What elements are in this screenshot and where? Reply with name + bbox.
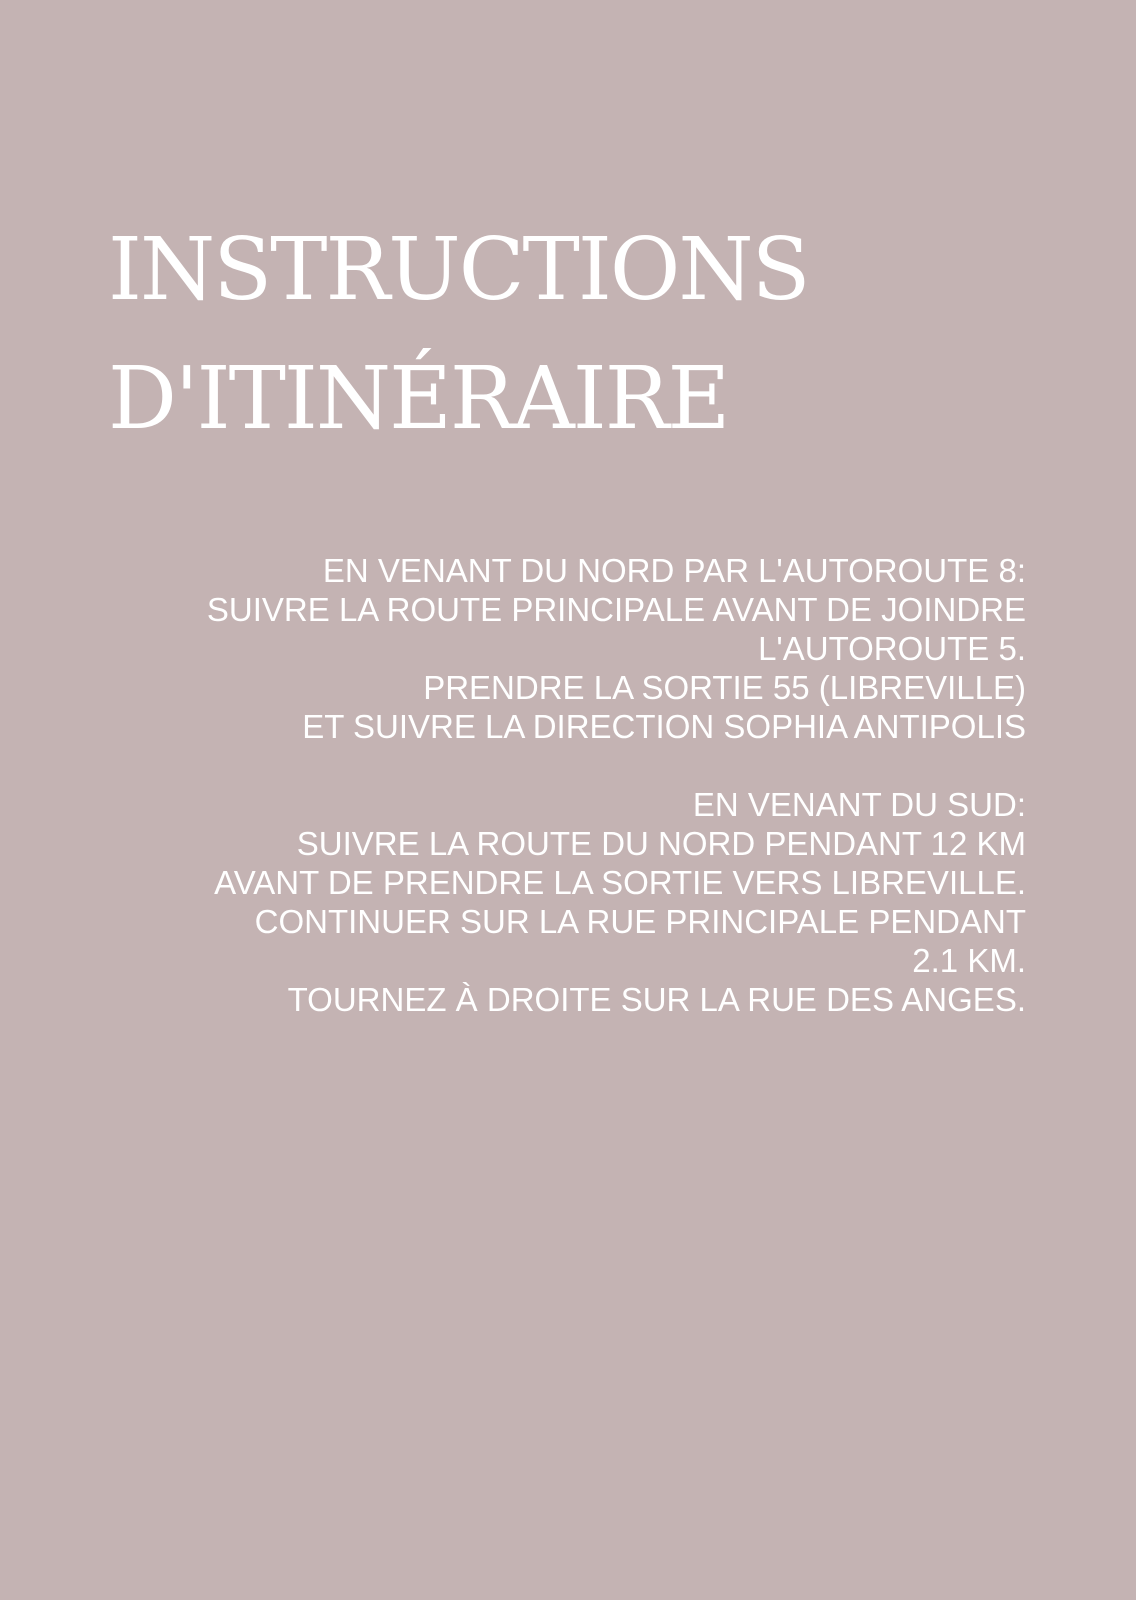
north-line: ET SUIVRE LA DIRECTION SOPHIA ANTIPOLIS <box>302 708 1026 745</box>
north-line: L'AUTOROUTE 5. <box>758 630 1026 667</box>
south-line: CONTINUER SUR LA RUE PRINCIPALE PENDANT <box>254 903 1026 940</box>
south-line: AVANT DE PRENDRE LA SORTIE VERS LIBREVILLE. <box>214 864 1026 901</box>
south-line: SUIVRE LA ROUTE DU NORD PENDANT 12 KM <box>296 825 1026 862</box>
south-line: 2.1 KM. <box>912 942 1026 979</box>
north-line: PRENDRE LA SORTIE 55 (LIBREVILLE) <box>423 669 1026 706</box>
north-heading: EN VENANT DU NORD PAR L'AUTOROUTE 8: <box>322 552 1026 589</box>
south-line: TOURNEZ À DROITE SUR LA RUE DES ANGES. <box>287 981 1026 1018</box>
title-line-1: INSTRUCTIONS <box>108 220 809 320</box>
south-heading: EN VENANT DU SUD: <box>692 786 1026 823</box>
page-title <box>108 206 809 464</box>
directions-text <box>46 551 1026 1058</box>
south-directions <box>46 785 1026 1019</box>
title-line-2: D'ITINÉRAIRE <box>108 349 729 449</box>
north-line: SUIVRE LA ROUTE PRINCIPALE AVANT DE JOINDRE <box>206 591 1026 628</box>
north-directions <box>46 551 1026 746</box>
